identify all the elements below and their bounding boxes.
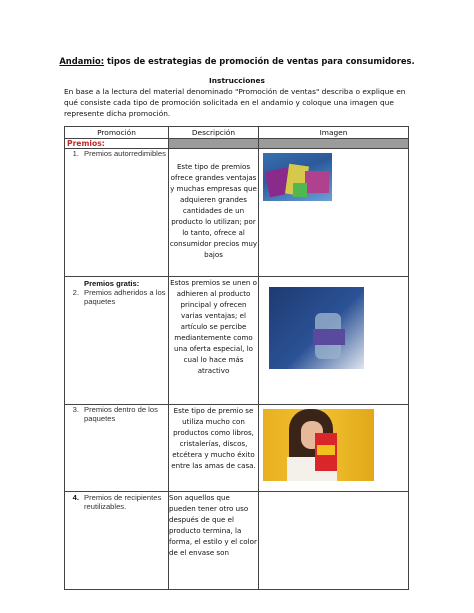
title-rest: tipos de estrategias de promoción de ventas para consumidores. (104, 56, 415, 66)
section-band-fill (169, 139, 259, 149)
header-promocion: Promoción (65, 127, 169, 139)
table-row (65, 277, 409, 405)
table-row (65, 492, 409, 590)
section-band-fill (259, 139, 409, 149)
section-band-row (65, 139, 409, 149)
image-cell (259, 405, 409, 492)
image-cell (259, 149, 409, 277)
table-row (65, 149, 409, 277)
promotion-cell (65, 277, 169, 405)
promotion-table (64, 126, 409, 590)
section-label: Premios: (65, 139, 169, 149)
title-prefix: Andamio: (59, 56, 105, 66)
bottle-with-premium-image (269, 287, 364, 369)
description-cell: Son aquellos que pueden tener otro uso después de que el producto termina, la forma, el estilo y el color de el envase son (169, 492, 259, 590)
promotion-name: Premios dentro de los paquetes (84, 405, 158, 423)
page-title (0, 56, 474, 66)
image-cell (259, 277, 409, 405)
promotion-group-heading: Premios gratis: (84, 279, 140, 288)
instructions-text: En base a la lectura del material denominado "Promoción de ventas" describa o explique en qué consiste cada tipo de promoción solicitada en el andamio y coloque una imagen que represente dicha promoción. (64, 87, 406, 118)
row-number: 1. (72, 149, 79, 158)
description-cell: Estos premios se unen o adhieren al producto principal y ofrecen varias ventajas; el artículo se percibe mediantemente como una oferta especial, lo cual lo hace más atractivo (169, 277, 259, 405)
header-imagen: Imagen (259, 127, 409, 139)
instructions-heading: Instrucciones (209, 76, 265, 85)
description-cell: Este tipo de premios ofrece grandes ventajas y muchas empresas que adquieren grandes cantidades de un producto lo utilizan; por lo tanto, ofrece al consumidor precios muy bajos (169, 149, 259, 277)
header-descripcion: Descripción (169, 127, 259, 139)
candy-packets-image (263, 153, 332, 201)
promotion-cell (65, 149, 169, 277)
description-cell: Este tipo de premio se utiliza mucho con productos como libros, cristalerías, discos, etcétera y mucho éxito entre las amas de casa. (169, 405, 259, 492)
table-row (65, 405, 409, 492)
promotion-name: Premios de recipientes reutilizables. (84, 493, 162, 511)
image-cell (259, 492, 409, 590)
promotion-cell (65, 405, 169, 492)
promotion-cell (65, 492, 169, 590)
row-number: 4. (72, 493, 79, 502)
row-number: 3. (72, 405, 79, 414)
promotion-name: Premios autorredimibles (84, 149, 166, 158)
table-header-row (65, 127, 409, 139)
row-number: 2. (72, 288, 79, 297)
girl-with-chips-image (263, 409, 374, 481)
promotion-name: Premios adheridos a los paquetes (84, 288, 166, 306)
